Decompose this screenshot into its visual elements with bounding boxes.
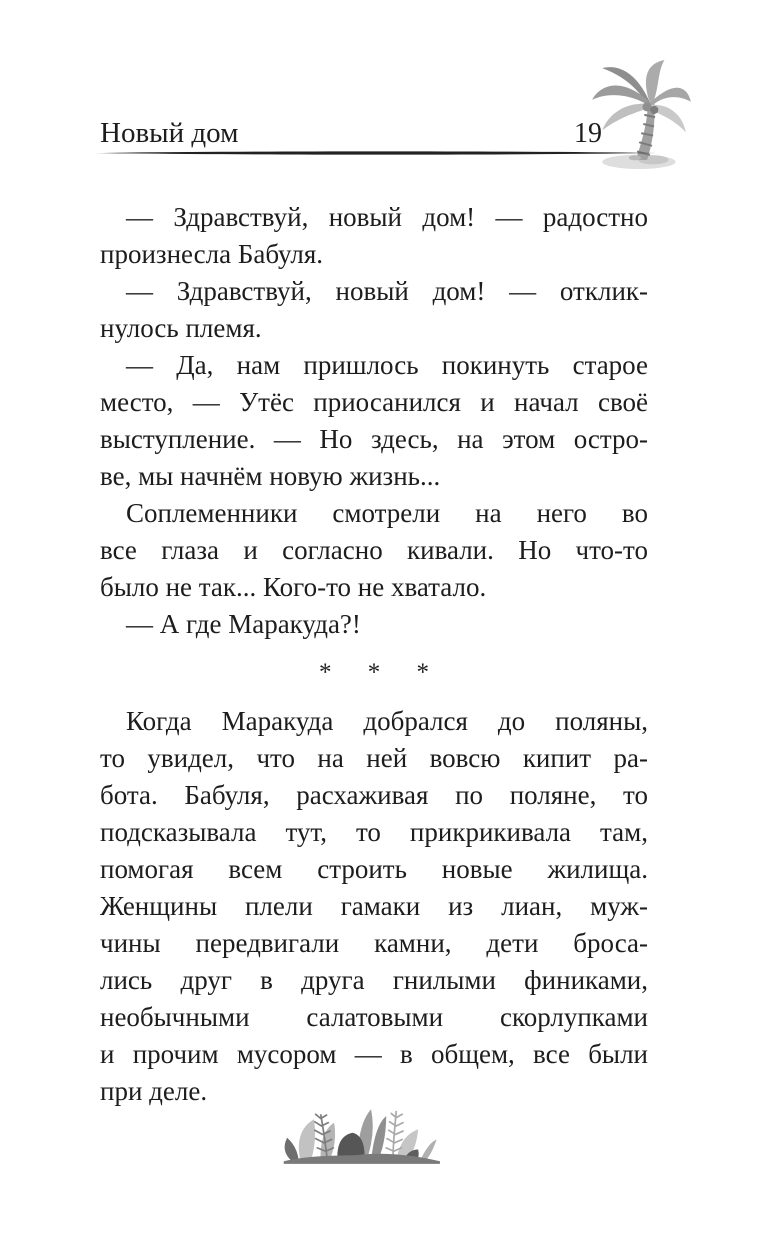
text-line: и прочим мусором — в общем, все были [100,1039,648,1069]
paragraph [100,606,648,643]
paragraph [100,703,648,1110]
text-line: — Здравствуй, новый дом! — радостно [126,202,648,232]
text-line: место, — Утёс приосанился и начал своё [100,387,648,417]
text-line: необычными салатовыми скорлупками [100,1002,648,1032]
tropical-plants-icon [277,1102,445,1166]
text-flow [100,199,648,1110]
text-line: бота. Бабуля, расхаживая по поляне, то [100,780,648,810]
section-separator: * * * [319,659,444,686]
text-line: Женщины плели гамаки из лиан, муж- [100,891,648,921]
text-line: помогая всем строить новые жилища. [100,854,648,884]
text-line: все глаза и согласно кивали. Но что-то [100,535,648,565]
tropical-plants-graphic [277,1102,445,1166]
text-line: лись друг в друга гнилыми финиками, [100,965,648,995]
header-rule [95,150,657,156]
text-line: Соплеменники смотрели на него во [126,498,648,528]
paragraph [100,347,648,495]
text-line: выступление. — Но здесь, на этом остро- [100,424,648,454]
text-line: чины передвигали камни, дети броса- [100,928,648,958]
text-line: то увидел, что на ней вовсю кипит ра- [100,743,648,773]
text-line: при деле. [100,1076,208,1106]
text-line: нулось племя. [100,313,262,343]
paragraph [100,273,648,347]
text-line: — Да, нам пришлось покинуть старое [126,350,648,380]
text-line: ве, мы начнём новую жизнь... [100,461,441,491]
text-line: произнесла Бабуля. [100,239,324,269]
chapter-title: Новый дом [100,117,239,149]
text-line: Когда Маракуда добрался до поляны, [126,706,648,736]
text-line: подсказывала тут, то прикрикивала там, [100,817,648,847]
text-line: — Здравствуй, новый дом! — отклик- [126,276,648,306]
paragraph [100,495,648,606]
paragraph [100,199,648,273]
text-line: было не так... Кого-то не хватало. [100,572,487,602]
text-line: — А где Маракуда?! [126,609,361,639]
page-number: 19 [574,118,602,149]
